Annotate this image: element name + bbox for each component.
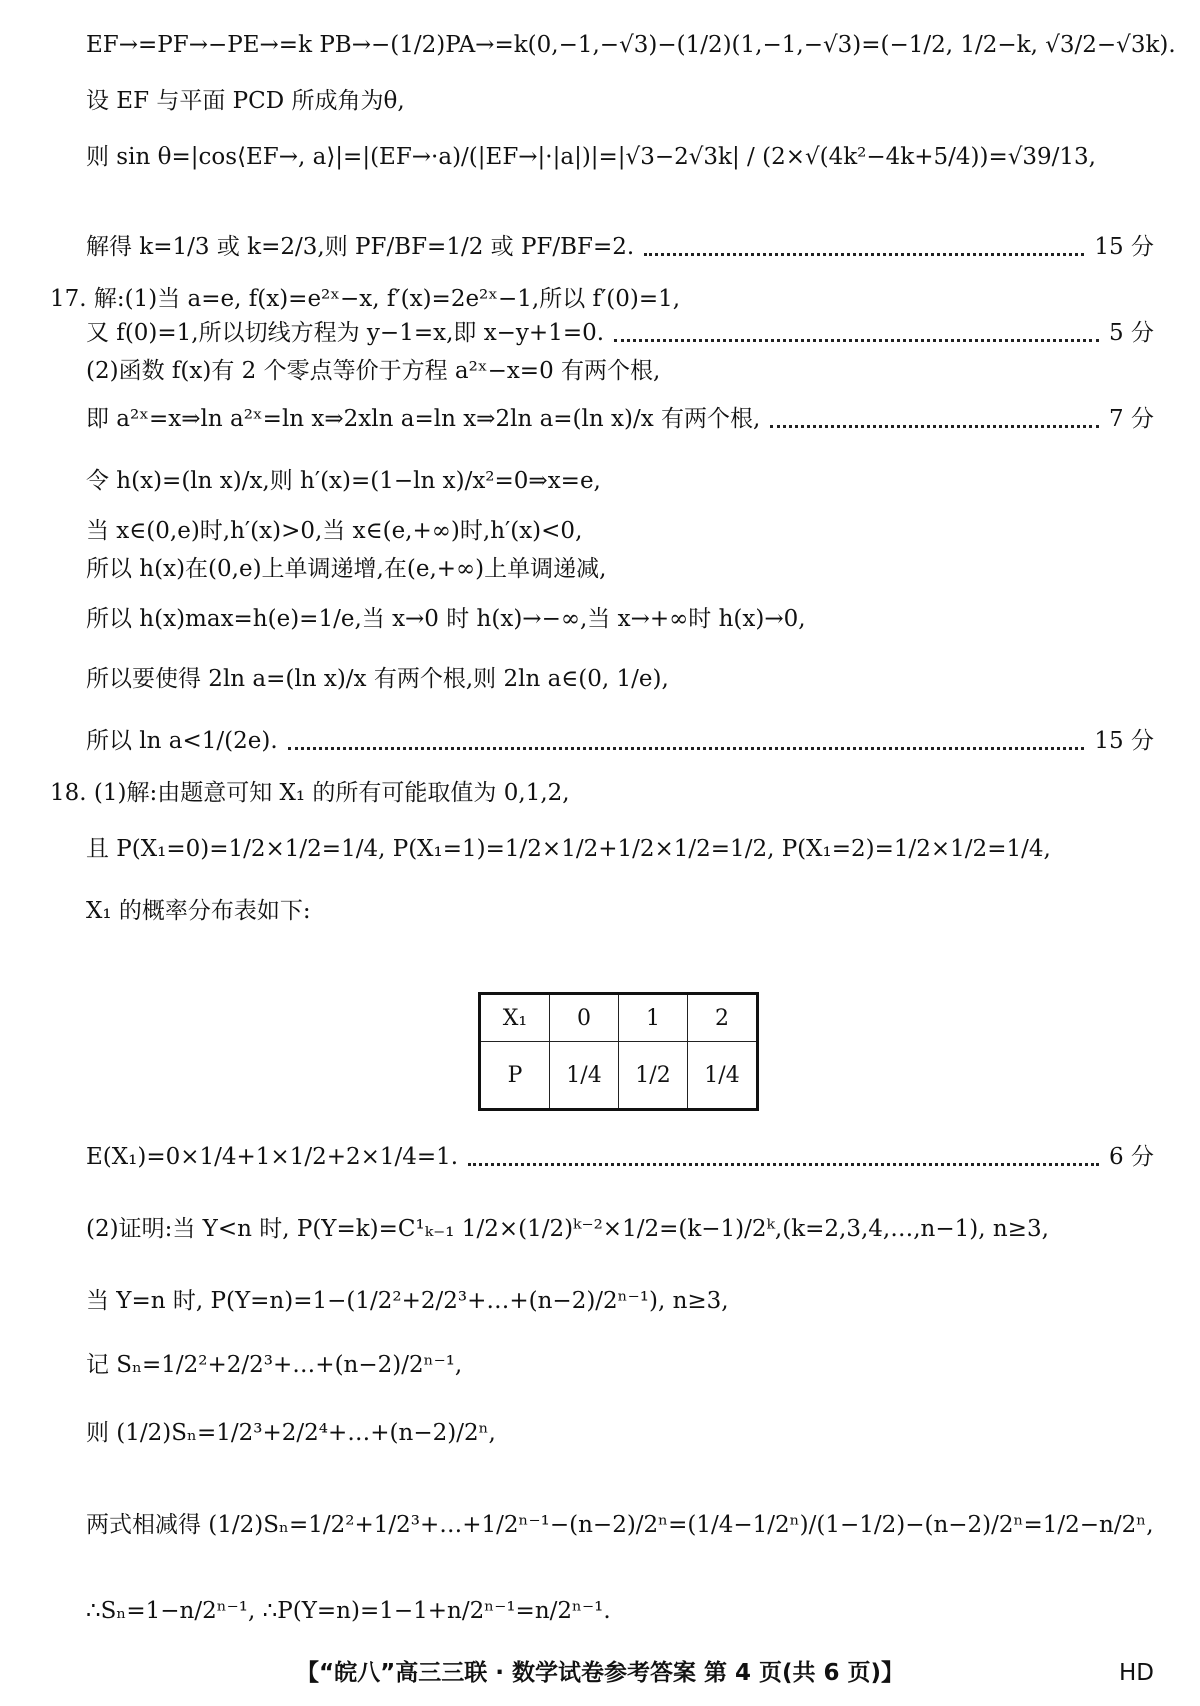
footer-title: 【“皖八”高三三联 · 数学试卷参考答案 第 4 页(共 6 页)】: [295, 1660, 905, 1686]
table-row: [480, 994, 758, 1042]
table-intro-line: X₁ 的概率分布表如下:: [86, 898, 311, 924]
leader-dots: [468, 1161, 1099, 1166]
angle-setup-line: 设 EF 与平面 PCD 所成角为θ,: [86, 88, 405, 114]
leader-dots: [614, 337, 1099, 342]
leader-dots: [770, 423, 1099, 428]
half-sn-line: 则 (1/2)Sₙ=1/2³+2/2⁴+…+(n−2)/2ⁿ,: [86, 1420, 496, 1446]
score-6: 6 分: [1109, 1144, 1154, 1170]
q17-part1-line: 17. 解:(1)当 a=e, f(x)=e²ˣ−x, f′(x)=2e²ˣ−1,所以 f′(0)=1,: [50, 286, 681, 312]
subtract-line: 两式相减得 (1/2)Sₙ=1/2²+1/2³+…+1/2ⁿ⁻¹−(n−2)/2ⁿ=(1/4−1/2ⁿ)/(1−1/2)−(n−2)/2ⁿ=1/2−n/2ⁿ,: [86, 1512, 1154, 1538]
probabilities-line: 且 P(X₁=0)=1/2×1/2=1/4, P(X₁=1)=1/2×1/2+1/2×1/2=1/2, P(X₁=2)=1/2×1/2=1/4,: [86, 836, 1051, 862]
expectation-line: [86, 1142, 1154, 1172]
expectation-text: E(X₁)=0×1/4+1×1/2+2×1/4=1.: [86, 1144, 459, 1170]
tangent-text: 又 f(0)=1,所以切线方程为 y−1=x,即 x−y+1=0.: [86, 320, 605, 346]
score-5: 5 分: [1109, 320, 1154, 346]
q18-part1-line: 18. (1)解:由题意可知 X₁ 的所有可能取值为 0,1,2,: [50, 780, 570, 806]
table-cell: 1/4: [688, 1042, 758, 1110]
equivalence-line: [86, 404, 1154, 434]
table-cell: 0: [550, 994, 619, 1042]
monotonic-line: 所以 h(x)在(0,e)上单调递增,在(e,+∞)上单调递减,: [86, 556, 607, 582]
table-cell: X₁: [480, 994, 550, 1042]
h-def-line: 令 h(x)=(ln x)/x,则 h′(x)=(1−ln x)/x²=0⇒x=e,: [86, 468, 601, 494]
sn-def-line: 记 Sₙ=1/2²+2/2³+…+(n−2)/2ⁿ⁻¹,: [86, 1352, 463, 1378]
q17-part2-line: (2)函数 f(x)有 2 个零点等价于方程 a²ˣ−x=0 有两个根,: [86, 358, 661, 384]
equivalence-text: 即 a²ˣ=x⇒ln a²ˣ=ln x⇒2xln a=ln x⇒2ln a=(ln x)/x 有两个根,: [86, 406, 761, 432]
ln-a-text: 所以 ln a<1/(2e).: [86, 728, 278, 754]
score-15: 15 分: [1094, 728, 1154, 754]
ln-a-line: [86, 726, 1154, 756]
leader-dots: [288, 745, 1085, 750]
monotonic-sign-line: 当 x∈(0,e)时,h′(x)>0,当 x∈(e,+∞)时,h′(x)<0,: [86, 518, 583, 544]
score-7: 7 分: [1109, 406, 1154, 432]
distribution-table: [478, 992, 759, 1111]
table-cell: 1/2: [619, 1042, 688, 1110]
p-y-n-line: 当 Y=n 时, P(Y=n)=1−(1/2²+2/2³+…+(n−2)/2ⁿ⁻¹), n≥3,: [86, 1288, 729, 1314]
table-row: [480, 1042, 758, 1110]
table-cell: 2: [688, 994, 758, 1042]
range-line: 所以要使得 2ln a=(ln x)/x 有两个根,则 2ln a∈(0, 1/e),: [86, 666, 669, 692]
leader-dots: [644, 251, 1084, 256]
h-max-line: 所以 h(x)max=h(e)=1/e,当 x→0 时 h(x)→−∞,当 x→+∞时 h(x)→0,: [86, 606, 806, 632]
q18-part2-line: (2)证明:当 Y<n 时, P(Y=k)=C¹ₖ₋₁ 1/2×(1/2)ᵏ⁻²×1/2=(k−1)/2ᵏ,(k=2,3,4,…,n−1), n≥3,: [86, 1216, 1049, 1242]
conclusion-line: ∴Sₙ=1−n/2ⁿ⁻¹, ∴P(Y=n)=1−1+n/2ⁿ⁻¹=n/2ⁿ⁻¹.: [86, 1598, 611, 1624]
tangent-line: [86, 318, 1154, 348]
k-solution-text: 解得 k=1/3 或 k=2/3,则 PF/BF=1/2 或 PF/BF=2.: [86, 234, 635, 260]
table-cell: 1: [619, 994, 688, 1042]
k-solution-line: [86, 232, 1154, 262]
score-15: 15 分: [1094, 234, 1154, 260]
vector-ef-line: EF→=PF→−PE→=k PB→−(1/2)PA→=k(0,−1,−√3)−(1/2)(1,−1,−√3)=(−1/2, 1/2−k, √3/2−√3k).: [86, 32, 1176, 58]
table-cell: 1/4: [550, 1042, 619, 1110]
footer-code: HD: [1118, 1660, 1154, 1686]
sin-theta-line: 则 sin θ=|cos⟨EF→, a⟩|=|(EF→·a)/(|EF→|·|a|)|=|√3−2√3k| / (2×√(4k²−4k+5/4))=√39/13,: [86, 144, 1096, 170]
table-cell: P: [480, 1042, 550, 1110]
